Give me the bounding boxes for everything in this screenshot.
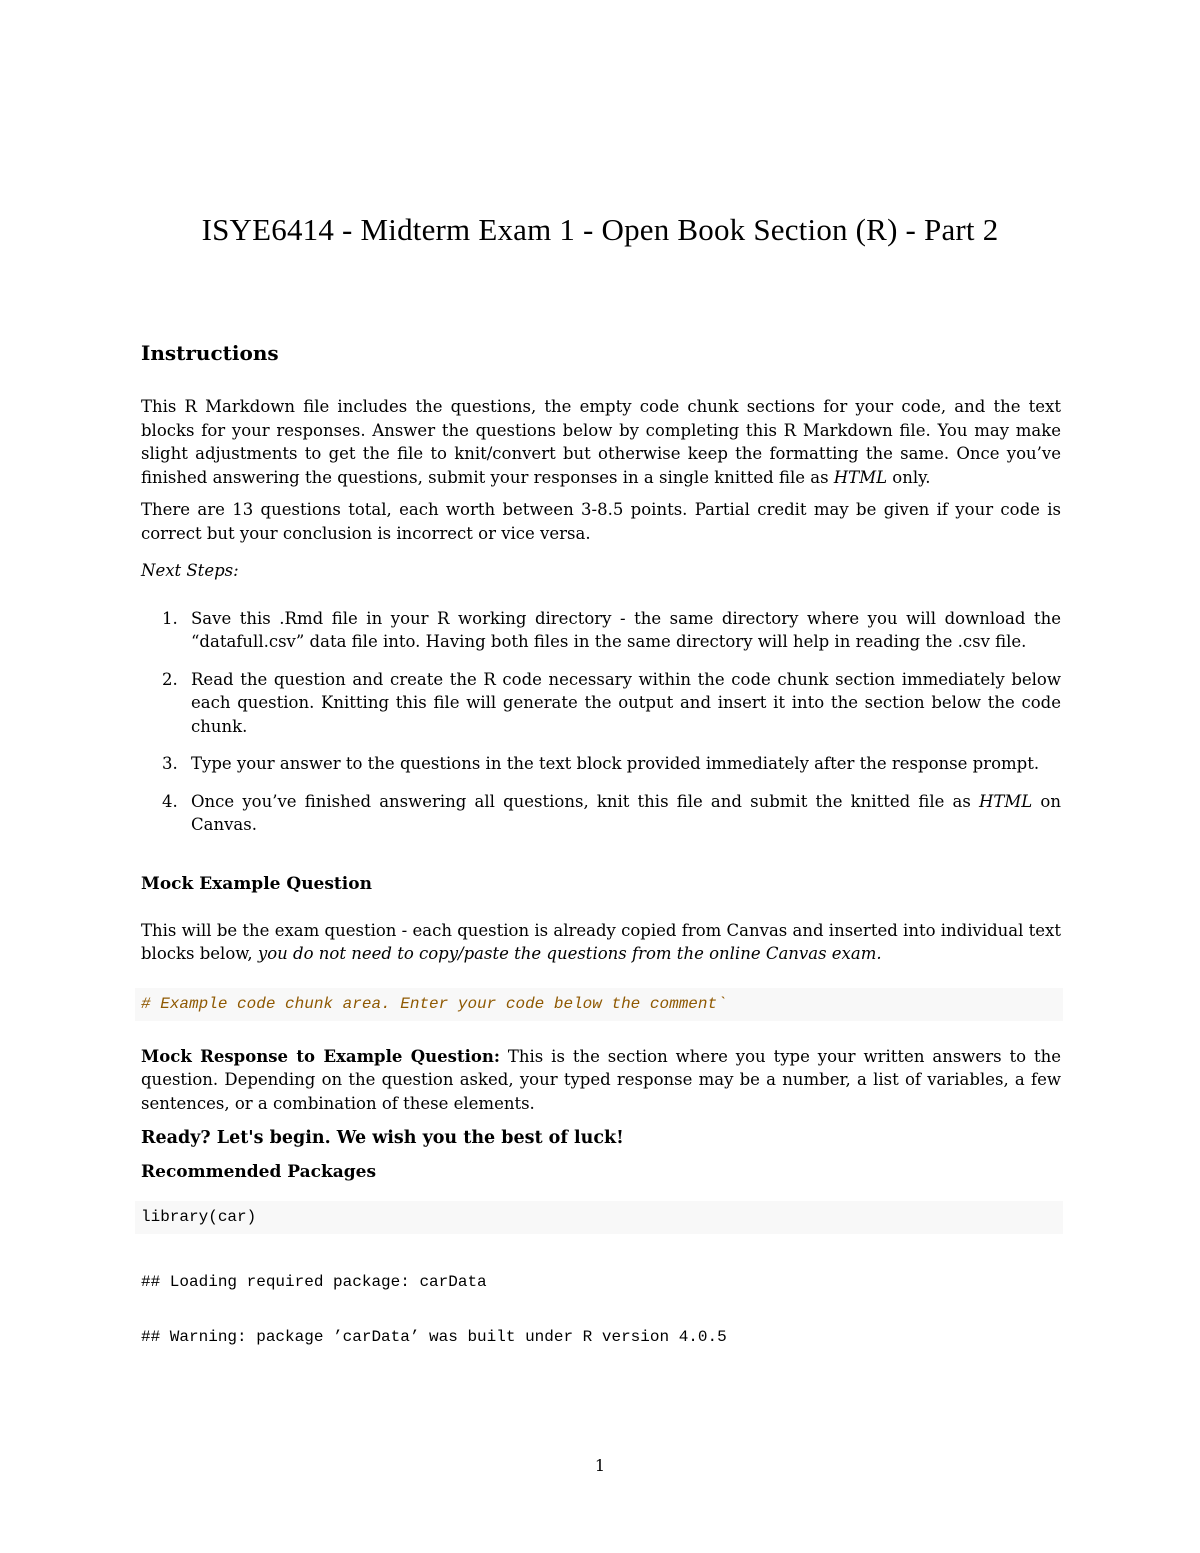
next-steps-list xyxy=(141,607,1061,837)
list-item-number: 3. xyxy=(162,754,178,773)
code-output-loading: ## Loading required package: carData xyxy=(141,1273,487,1291)
list-item-emphasis: HTML xyxy=(979,791,1033,811)
list-item-text-b: on Canvas. xyxy=(191,791,1061,834)
mock-response-label: Mock Response to Example Question: xyxy=(141,1046,500,1066)
list-item-number: 2. xyxy=(162,669,178,689)
list-item-text-a: Once you’ve finished answering all questions, knit this file and submit the knitted file as xyxy=(191,791,980,811)
list-item-text: Read the question and create the R code necessary within the code chunk section immediately below each question. Knitting this file will generate the output and insert it into the section below the code chunk. xyxy=(191,669,1061,736)
instructions-text-a: This R Markdown file includes the questions, the empty code chunk sections for your code, and the text blocks for your responses. Answer the questions below by completing this R Markdown file. You may make slight adjustments to get the file to knit/convert but otherwise keep the formatting the same. Once you’ve finished answering the questions, submit your responses in a single knitted file as xyxy=(141,397,1061,487)
mock-question-heading: Mock Example Question xyxy=(141,873,372,894)
page-number: 1 xyxy=(594,1456,606,1475)
code-output-warning: ## Warning: package ’carData’ was built under R version 4.0.5 xyxy=(141,1328,727,1346)
next-steps-label: Next Steps: xyxy=(141,561,239,580)
document-body xyxy=(141,338,1061,1348)
library-call: library(car) xyxy=(141,1208,257,1226)
list-item-text: Type your answer to the questions in the text block provided immediately after the response prompt. xyxy=(191,754,1040,773)
mock-question-text-a: This will be the exam question - each question is already copied from Canvas and inserted into individual text blocks below, xyxy=(141,920,1061,963)
instructions-text-b: only. xyxy=(887,467,931,487)
list-item xyxy=(141,790,1061,837)
html-format-emphasis: HTML xyxy=(833,467,888,487)
example-code-chunk xyxy=(135,988,1063,1021)
mock-response-text: This is the section where you type your written answers to the question. Depending on the question asked, your typed response may be a number, a list of variables, a few sentences, or a combination of these elements. xyxy=(141,1046,1061,1113)
document-title: ISYE6414 - Midterm Exam 1 - Open Book Section (R) - Part 2 xyxy=(201,212,999,247)
list-item xyxy=(141,607,1061,654)
library-code-chunk xyxy=(135,1201,1063,1234)
mock-question-text xyxy=(141,919,1061,966)
ready-message: Ready? Let's begin. We wish you the best of luck! xyxy=(141,1128,624,1148)
list-item-text: Save this .Rmd file in your R working directory - the same directory where you will download the “datafull.csv” data file into. Having both files in the same directory will help in reading the .csv file. xyxy=(191,608,1061,651)
mock-question-emphasis: you do not need to copy/paste the questions from the online Canvas exam. xyxy=(257,944,882,963)
list-item-number: 1. xyxy=(162,608,178,628)
code-comment: # Example code chunk area. Enter your code below the comment` xyxy=(141,994,727,1013)
instructions-paragraph-2: There are 13 questions total, each worth between 3-8.5 points. Partial credit may be given if your code is correct but your conclusion is incorrect or vice versa. xyxy=(141,500,1061,543)
list-item-number: 4. xyxy=(162,791,178,811)
instructions-paragraph-1 xyxy=(141,395,1061,489)
recommended-packages-heading: Recommended Packages xyxy=(141,1162,377,1182)
list-item xyxy=(141,668,1061,739)
list-item xyxy=(141,752,1061,776)
mock-response-paragraph xyxy=(141,1045,1061,1116)
instructions-heading: Instructions xyxy=(141,341,279,365)
